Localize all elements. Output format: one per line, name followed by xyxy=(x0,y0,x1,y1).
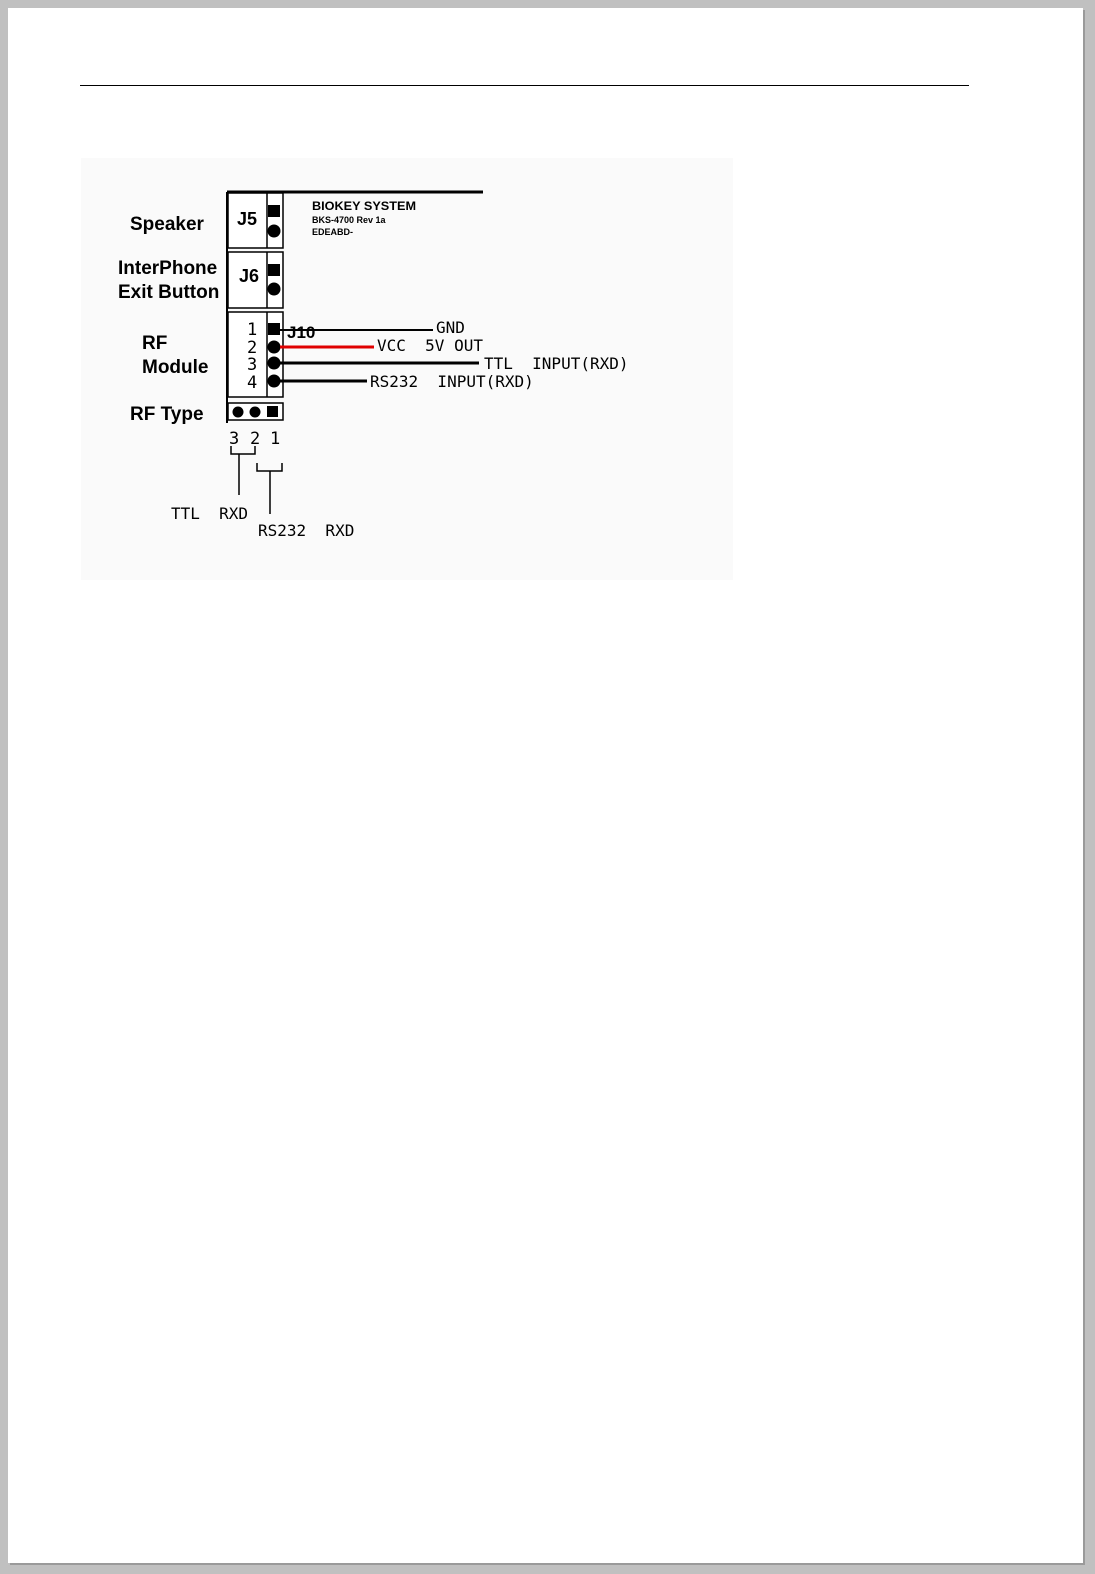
ttl-bracket xyxy=(231,446,255,495)
j10-pin4 xyxy=(268,375,281,388)
board-model: BKS-4700 Rev 1a xyxy=(312,215,386,225)
rftype-pin-number: 2 xyxy=(250,429,261,449)
gnd-label: GND xyxy=(436,318,465,337)
j10-pin1 xyxy=(268,323,280,335)
rs232-input-label: RS232 INPUT(RXD) xyxy=(370,372,534,391)
rf-type-label: RF Type xyxy=(130,404,204,425)
exit-button-label: Exit Button xyxy=(118,282,220,303)
j10-pin3 xyxy=(268,357,281,370)
rf-label: RF xyxy=(142,333,168,354)
module-label: Module xyxy=(142,357,209,378)
ttl-rxd-label: TTL RXD xyxy=(171,504,249,523)
vcc-label: VCC 5V OUT xyxy=(377,336,483,355)
document-page xyxy=(8,8,1083,1563)
rftype-pin1 xyxy=(267,406,278,417)
wiring-diagram xyxy=(81,158,733,580)
j10-pin2 xyxy=(268,341,281,354)
speaker-label: Speaker xyxy=(130,214,204,235)
rftype-pin3 xyxy=(233,407,244,418)
board-code: EDEABD- xyxy=(312,227,354,237)
rftype-pin2 xyxy=(250,407,261,418)
j10-pin-number: 4 xyxy=(247,373,258,393)
rs232-bracket xyxy=(257,463,282,514)
j6-pin2 xyxy=(268,283,281,296)
board-title: BIOKEY SYSTEM xyxy=(312,199,417,213)
j10-pin-number: 1 xyxy=(247,320,258,340)
rftype-pin-number: 1 xyxy=(270,429,281,449)
ttl-input-label: TTL INPUT(RXD) xyxy=(484,354,629,373)
j10-label: J10 xyxy=(287,323,316,342)
j6-pin1 xyxy=(268,264,280,276)
header-rule xyxy=(80,85,969,86)
j5-label: J5 xyxy=(237,209,258,229)
interphone-label: InterPhone xyxy=(118,258,218,279)
j5-pin1 xyxy=(268,205,280,217)
wiring-diagram-svg xyxy=(81,158,733,580)
rs232-rxd-label: RS232 RXD xyxy=(258,521,355,540)
j6-label: J6 xyxy=(239,266,260,286)
rftype-pin-number: 3 xyxy=(229,429,240,449)
j10-pin-number: 3 xyxy=(247,355,258,375)
j5-pin2 xyxy=(268,225,281,238)
j10-pin-number: 2 xyxy=(247,338,258,358)
